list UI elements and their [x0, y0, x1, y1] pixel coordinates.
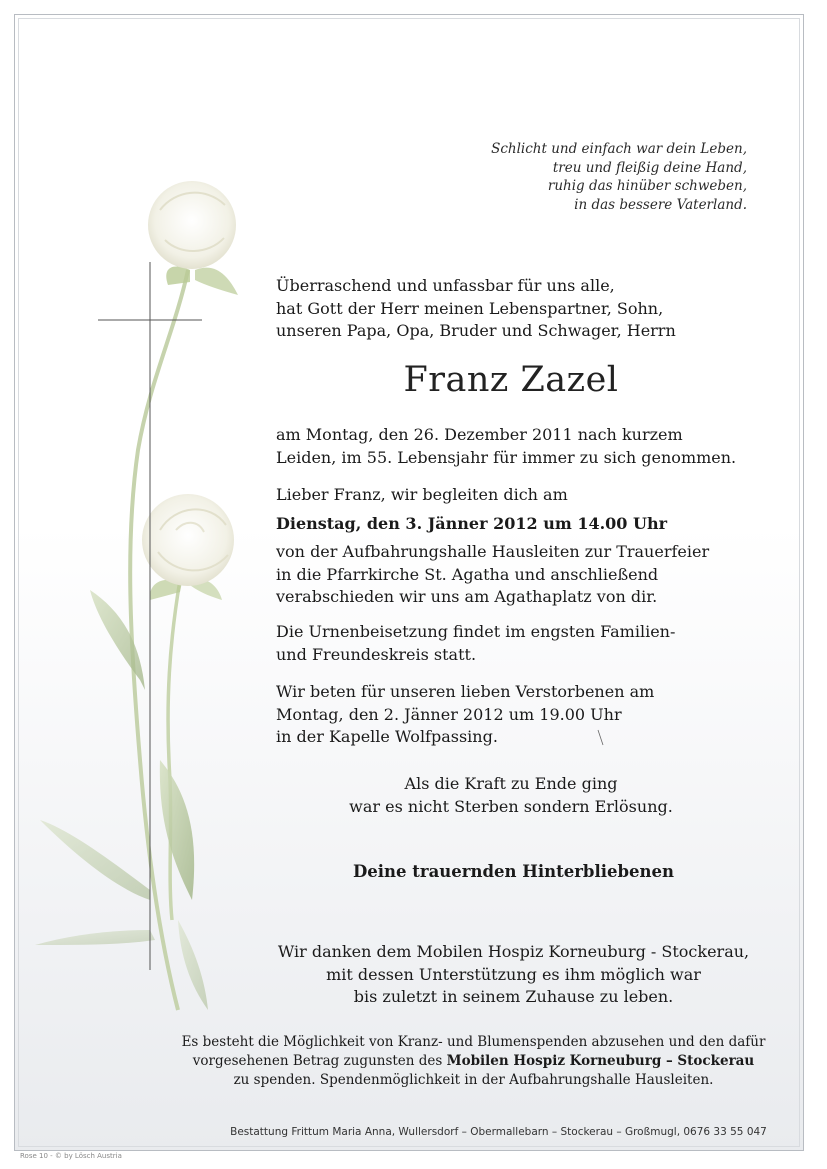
death-line: Leiden, im 55. Lebensjahr für immer zu sich genommen. [276, 447, 737, 467]
intro-line: Überraschend und unfassbar für uns alle, [276, 276, 615, 295]
closing-quote [0, 773, 827, 818]
death-line: am Montag, den 26. Dezember 2011 nach kurzem [276, 425, 683, 444]
urn-notice [276, 621, 675, 666]
donation-text [0, 1033, 827, 1090]
donation-line: Es besteht die Möglichkeit von Kranz- und Blumenspenden abzusehen und den dafür [181, 1034, 766, 1050]
intro-line: unseren Papa, Opa, Bruder und Schwager, Herrn [276, 321, 676, 340]
donation-line: zu spenden. Spendenmöglichkeit in der Aufbahrungshalle Hausleiten. [233, 1072, 714, 1088]
poem-line: Schlicht und einfach war dein Leben, [491, 141, 747, 157]
poem-line: ruhig das hinüber schweben, [547, 178, 747, 194]
corner-credit: Rose 10 - © by Lösch Austria [20, 1152, 122, 1160]
funeral-date: Dienstag, den 3. Jänner 2012 um 14.00 Uhr [276, 513, 668, 533]
prayer-line: Wir beten für unseren lieben Verstorbenen am [276, 682, 655, 701]
deceased-name: Franz Zazel [403, 360, 619, 400]
farewell-block [276, 484, 709, 609]
urn-line: Die Urnenbeisetzung findet im engsten Familien- [276, 622, 676, 641]
intro-line: hat Gott der Herr meinen Lebenspartner, Sohn, [276, 298, 664, 318]
donation-line-start: vorgesehenen Betrag zugunsten des [192, 1053, 447, 1069]
hospice-name: Mobilen Hospiz Korneuburg – Stockerau [446, 1053, 755, 1069]
farewell-line: von der Aufbahrungshalle Hausleiten zur Trauerfeier [276, 542, 710, 561]
urn-line: und Freundeskreis statt. [276, 644, 477, 664]
intro-text [276, 275, 676, 343]
thanks-line: bis zuletzt in seinem Zuhause zu leben. [353, 987, 674, 1006]
death-notice [276, 424, 736, 469]
prayer-line: Montag, den 2. Jänner 2012 um 19.00 Uhr [276, 704, 622, 724]
farewell-line: in die Pfarrkirche St. Agatha und anschließend [276, 564, 659, 584]
quote-line: war es nicht Sterben sondern Erlösung. [349, 796, 673, 816]
farewell-intro: Lieber Franz, wir begleiten dich am [276, 485, 568, 504]
prayer-line: in der Kapelle Wolfpassing. [276, 727, 498, 746]
poem [491, 140, 747, 214]
thanks-line: Wir danken dem Mobilen Hospiz Korneuburg - Stockerau, [277, 942, 750, 961]
donation-line [120, 1052, 827, 1071]
poem-line: in das bessere Vaterland. [574, 196, 747, 213]
poem-line: treu und fleißig deine Hand, [552, 159, 747, 176]
mourners-heading: Deine trauernden Hinterbliebenen [352, 862, 675, 881]
thanks-text [0, 941, 827, 1009]
funeral-home-footer: Bestattung Frittum Maria Anna, Wullersdorf – Obermallebarn – Stockerau – Großmugl, 0676 33 55 047 [230, 1126, 767, 1138]
prayer-notice [276, 681, 654, 749]
quote-line: Als die Kraft zu Ende ging [404, 774, 618, 793]
farewell-line: verabschieden wir uns am Agathaplatz von dir. [276, 587, 658, 606]
thanks-line: mit dessen Unterstützung es ihm möglich war [326, 964, 701, 984]
